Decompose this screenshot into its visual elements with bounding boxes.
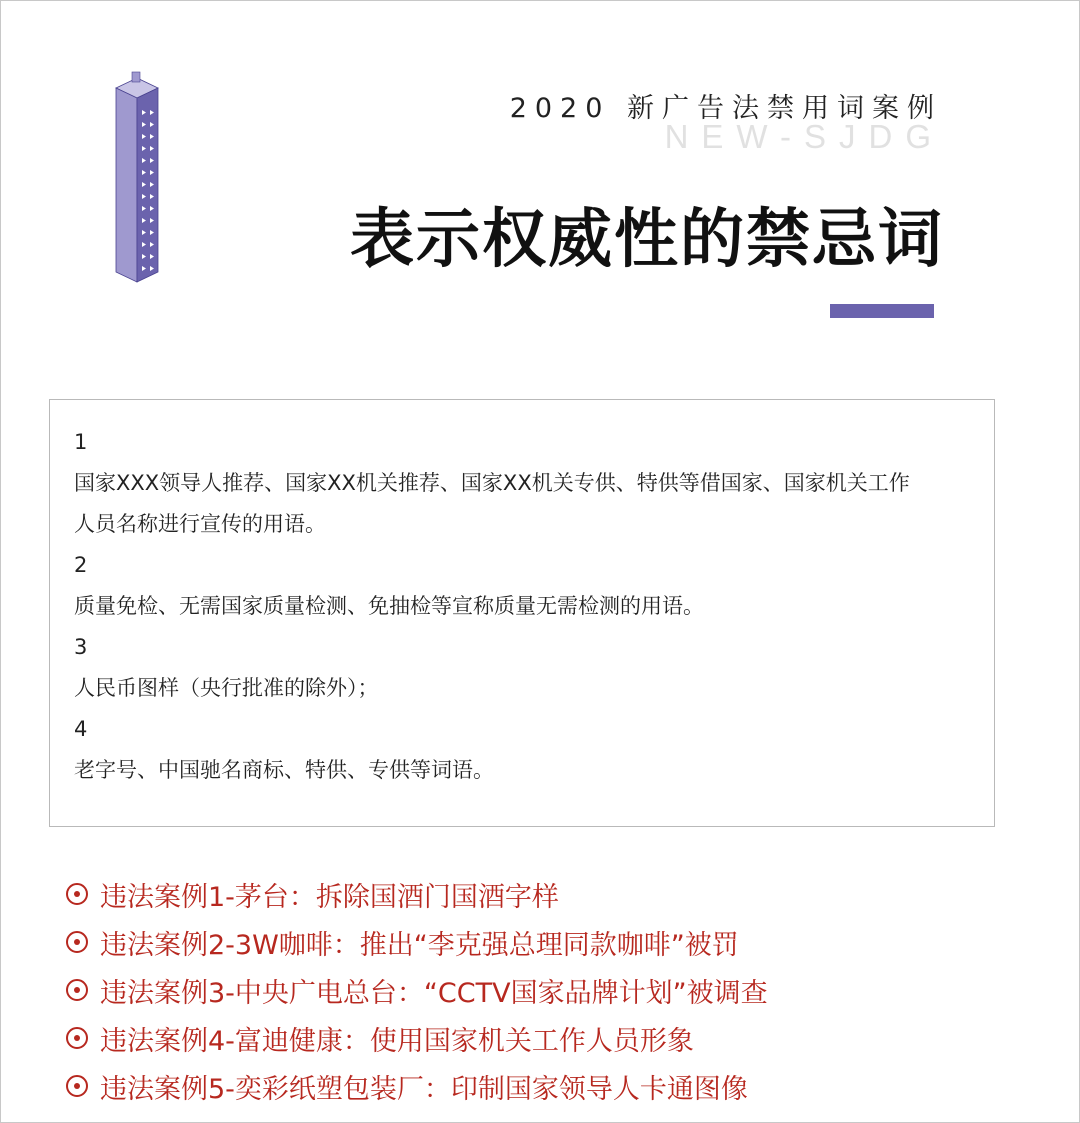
rule-item [74, 627, 970, 709]
circle-dot-icon [64, 1073, 90, 1099]
circle-dot-icon [64, 929, 90, 955]
case-item [64, 1014, 1064, 1062]
case-list [64, 870, 1064, 1110]
rule-number: 1 [74, 430, 88, 454]
rule-item [74, 545, 970, 627]
case-text: 违法案例3-中央广电总台：“CCTV国家品牌计划”被调查 [100, 977, 768, 1009]
page-subtitle: 2020 新广告法禁用词案例 [509, 93, 942, 124]
rule-item [74, 709, 970, 791]
case-item [64, 1062, 1064, 1110]
page-title: 表示权威性的禁忌词 [350, 203, 944, 277]
case-text: 违法案例4-富迪健康：使用国家机关工作人员形象 [100, 1025, 694, 1057]
rule-text: 老字号、中国驰名商标、特供、专供等词语。 [74, 758, 494, 782]
building-illustration-icon [108, 70, 166, 290]
case-item [64, 918, 1064, 966]
circle-dot-icon [64, 881, 90, 907]
watermark-text: NEW-SJDG [664, 118, 944, 155]
rule-number: 2 [74, 553, 88, 577]
case-text: 违法案例1-茅台：拆除国酒门国酒字样 [100, 881, 559, 913]
rules-box [49, 399, 995, 827]
case-item [64, 966, 1064, 1014]
circle-dot-icon [64, 1025, 90, 1051]
case-text: 违法案例5-奕彩纸塑包装厂：印制国家领导人卡通图像 [100, 1073, 748, 1105]
rule-item [74, 422, 970, 545]
case-text: 违法案例2-3W咖啡：推出“李克强总理同款咖啡”被罚 [100, 929, 739, 961]
circle-dot-icon [64, 977, 90, 1003]
case-item [64, 870, 1064, 918]
rule-number: 3 [74, 635, 88, 659]
accent-bar [830, 304, 934, 318]
rule-text: 国家XXX领导人推荐、国家XX机关推荐、国家XX机关专供、特供等借国家、国家机关工作人员名称进行宣传的用语。 [74, 471, 910, 536]
rule-number: 4 [74, 717, 88, 741]
rule-text: 人民币图样（央行批准的除外）； [74, 676, 379, 700]
rule-text: 质量免检、无需国家质量检测、免抽检等宣称质量无需检测的用语。 [74, 594, 704, 618]
